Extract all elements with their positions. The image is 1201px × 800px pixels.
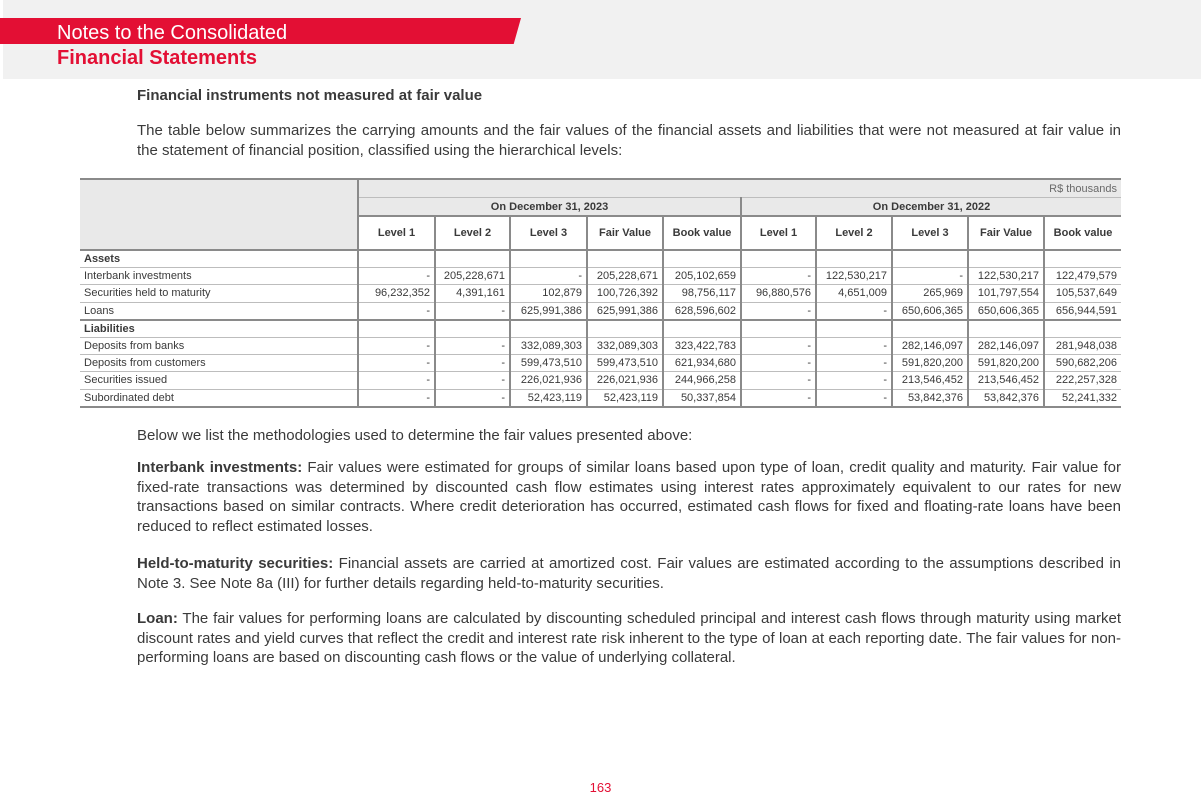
table-row xyxy=(80,337,1121,354)
table-cell: 98,756,117 xyxy=(663,285,741,302)
table-cell: 122,479,579 xyxy=(1044,268,1121,285)
row-label: Securities issued xyxy=(80,372,358,389)
method-text: The fair values for performing loans are calculated by discounting scheduled principal and interest cash flows through maturity using market discount rates and yield curves that reflect the credit and interest rate risk inherent to the type of loan at each reporting date. The fair values for non-performing loans are based on discounting cash flows or the value of underlying collateral. xyxy=(137,610,1121,666)
section-title: Financial instruments not measured at fair value xyxy=(137,87,483,104)
table-cell: - xyxy=(741,337,816,354)
method-text: Fair values were estimated for groups of similar loans based upon type of loan, credit quality and maturity. Fair value for fixed-rate transactions was determined by discounted cash flow estimates using interest rates approximately equivalent to our rates for new transactions based on similar contracts. Where credit deterioration has occurred, estimated cash flows for fixed and floating-rate loans have been reduced to reflect estimated losses. xyxy=(137,459,1121,535)
table-cell: 650,606,365 xyxy=(892,302,968,320)
table-cell: 122,530,217 xyxy=(816,268,892,285)
row-label: Deposits from customers xyxy=(80,355,358,372)
method-loan xyxy=(137,609,1121,668)
table-cell: 102,879 xyxy=(510,285,587,302)
table-cell: - xyxy=(358,302,435,320)
table-cell: 4,391,161 xyxy=(435,285,510,302)
method-term: Loan: xyxy=(137,610,178,627)
period-2023-header: On December 31, 2023 xyxy=(358,198,741,217)
table-cell: 50,337,854 xyxy=(663,389,741,407)
table-cell: 105,537,649 xyxy=(1044,285,1121,302)
intro-paragraph: The table below summarizes the carrying amounts and the fair values of the financial assets and liabilities that were not measured at fair value in the statement of financial position, classified using the hierarchical levels: xyxy=(137,122,1121,159)
table-cell: - xyxy=(358,355,435,372)
method-interbank-investments xyxy=(137,458,1121,536)
table-cell: 213,546,452 xyxy=(892,372,968,389)
table-cell: 332,089,303 xyxy=(510,337,587,354)
table-cell: - xyxy=(358,337,435,354)
table-cell: 52,423,119 xyxy=(510,389,587,407)
table-cell: 599,473,510 xyxy=(510,355,587,372)
table-cell: 599,473,510 xyxy=(587,355,663,372)
table-cell: 122,530,217 xyxy=(968,268,1044,285)
table-cell: 590,682,206 xyxy=(1044,355,1121,372)
table-cell: 205,228,671 xyxy=(435,268,510,285)
row-label: Interbank investments xyxy=(80,268,358,285)
table-cell: 4,651,009 xyxy=(816,285,892,302)
row-label: Subordinated debt xyxy=(80,389,358,407)
method-term: Held-to-maturity securities: xyxy=(137,555,334,572)
group-label-liabilities: Liabilities xyxy=(80,320,358,338)
table-cell: 650,606,365 xyxy=(968,302,1044,320)
table-cell: 621,934,680 xyxy=(663,355,741,372)
col-header: Level 1 xyxy=(741,216,816,250)
table-cell: - xyxy=(435,372,510,389)
table-cell: - xyxy=(510,268,587,285)
table-cell: 281,948,038 xyxy=(1044,337,1121,354)
header-title-line2: Financial Statements xyxy=(57,47,258,69)
table-cell: 213,546,452 xyxy=(968,372,1044,389)
table-cell: - xyxy=(435,337,510,354)
table-cell: 265,969 xyxy=(892,285,968,302)
methods-intro: Below we list the methodologies used to determine the fair values presented above: xyxy=(137,427,693,444)
table-row xyxy=(80,302,1121,320)
table-cell: - xyxy=(741,372,816,389)
table-cell: 96,880,576 xyxy=(741,285,816,302)
table-row xyxy=(80,268,1121,285)
period-2022-header: On December 31, 2022 xyxy=(741,198,1121,217)
method-text: Financial assets are carried at amortized cost. Fair values are estimated according to the assumptions described in Note 3. See Note 8a (III) for further details regarding held-to-maturity securities. xyxy=(137,555,1121,592)
table-row xyxy=(80,285,1121,302)
page-number: 163 xyxy=(589,780,612,795)
row-label: Loans xyxy=(80,302,358,320)
col-header: Level 2 xyxy=(435,216,510,250)
table-cell: 323,422,783 xyxy=(663,337,741,354)
fair-value-table xyxy=(80,178,1121,408)
col-header: Level 2 xyxy=(816,216,892,250)
col-header: Book value xyxy=(1044,216,1121,250)
table-cell: 591,820,200 xyxy=(968,355,1044,372)
table-cell: 53,842,376 xyxy=(892,389,968,407)
col-header: Level 3 xyxy=(510,216,587,250)
table-cell: - xyxy=(741,302,816,320)
table-cell: - xyxy=(358,389,435,407)
table-cell: 628,596,602 xyxy=(663,302,741,320)
table-cell: - xyxy=(741,355,816,372)
table-cell: 101,797,554 xyxy=(968,285,1044,302)
table-cell: 205,228,671 xyxy=(587,268,663,285)
row-label: Securities held to maturity xyxy=(80,285,358,302)
table-cell: 52,241,332 xyxy=(1044,389,1121,407)
table-cell: - xyxy=(892,268,968,285)
col-header: Fair Value xyxy=(968,216,1044,250)
table-unit: R$ thousands xyxy=(358,179,1121,198)
table-cell: - xyxy=(741,268,816,285)
method-held-to-maturity xyxy=(137,554,1121,593)
table-cell: 625,991,386 xyxy=(587,302,663,320)
col-header: Level 1 xyxy=(358,216,435,250)
table-cell: 53,842,376 xyxy=(968,389,1044,407)
table-corner xyxy=(80,179,358,250)
table-cell: - xyxy=(816,372,892,389)
table-cell: 52,423,119 xyxy=(587,389,663,407)
table-cell: 226,021,936 xyxy=(510,372,587,389)
table-cell: 332,089,303 xyxy=(587,337,663,354)
row-label: Deposits from banks xyxy=(80,337,358,354)
table-cell: 282,146,097 xyxy=(892,337,968,354)
table-cell: 282,146,097 xyxy=(968,337,1044,354)
table-cell: 625,991,386 xyxy=(510,302,587,320)
group-label-assets: Assets xyxy=(80,250,358,268)
table-cell: - xyxy=(816,389,892,407)
table-cell: - xyxy=(816,337,892,354)
method-term: Interbank investments: xyxy=(137,459,303,476)
table-cell: 244,966,258 xyxy=(663,372,741,389)
table-cell: - xyxy=(435,302,510,320)
table-cell: 96,232,352 xyxy=(358,285,435,302)
table-cell: - xyxy=(435,355,510,372)
col-header: Book value xyxy=(663,216,741,250)
table-row xyxy=(80,389,1121,407)
table-cell: - xyxy=(741,389,816,407)
col-header: Level 3 xyxy=(892,216,968,250)
table-cell: - xyxy=(435,389,510,407)
table-cell: 591,820,200 xyxy=(892,355,968,372)
table-cell: 656,944,591 xyxy=(1044,302,1121,320)
table-cell: 222,257,328 xyxy=(1044,372,1121,389)
table-cell: - xyxy=(358,372,435,389)
table-cell: 100,726,392 xyxy=(587,285,663,302)
table-cell: - xyxy=(816,355,892,372)
table-cell: 205,102,659 xyxy=(663,268,741,285)
table-cell: - xyxy=(816,302,892,320)
table-row xyxy=(80,372,1121,389)
col-header: Fair Value xyxy=(587,216,663,250)
table-row xyxy=(80,355,1121,372)
table-cell: 226,021,936 xyxy=(587,372,663,389)
table-cell: - xyxy=(358,268,435,285)
header-title-line1: Notes to the Consolidated xyxy=(57,22,288,44)
